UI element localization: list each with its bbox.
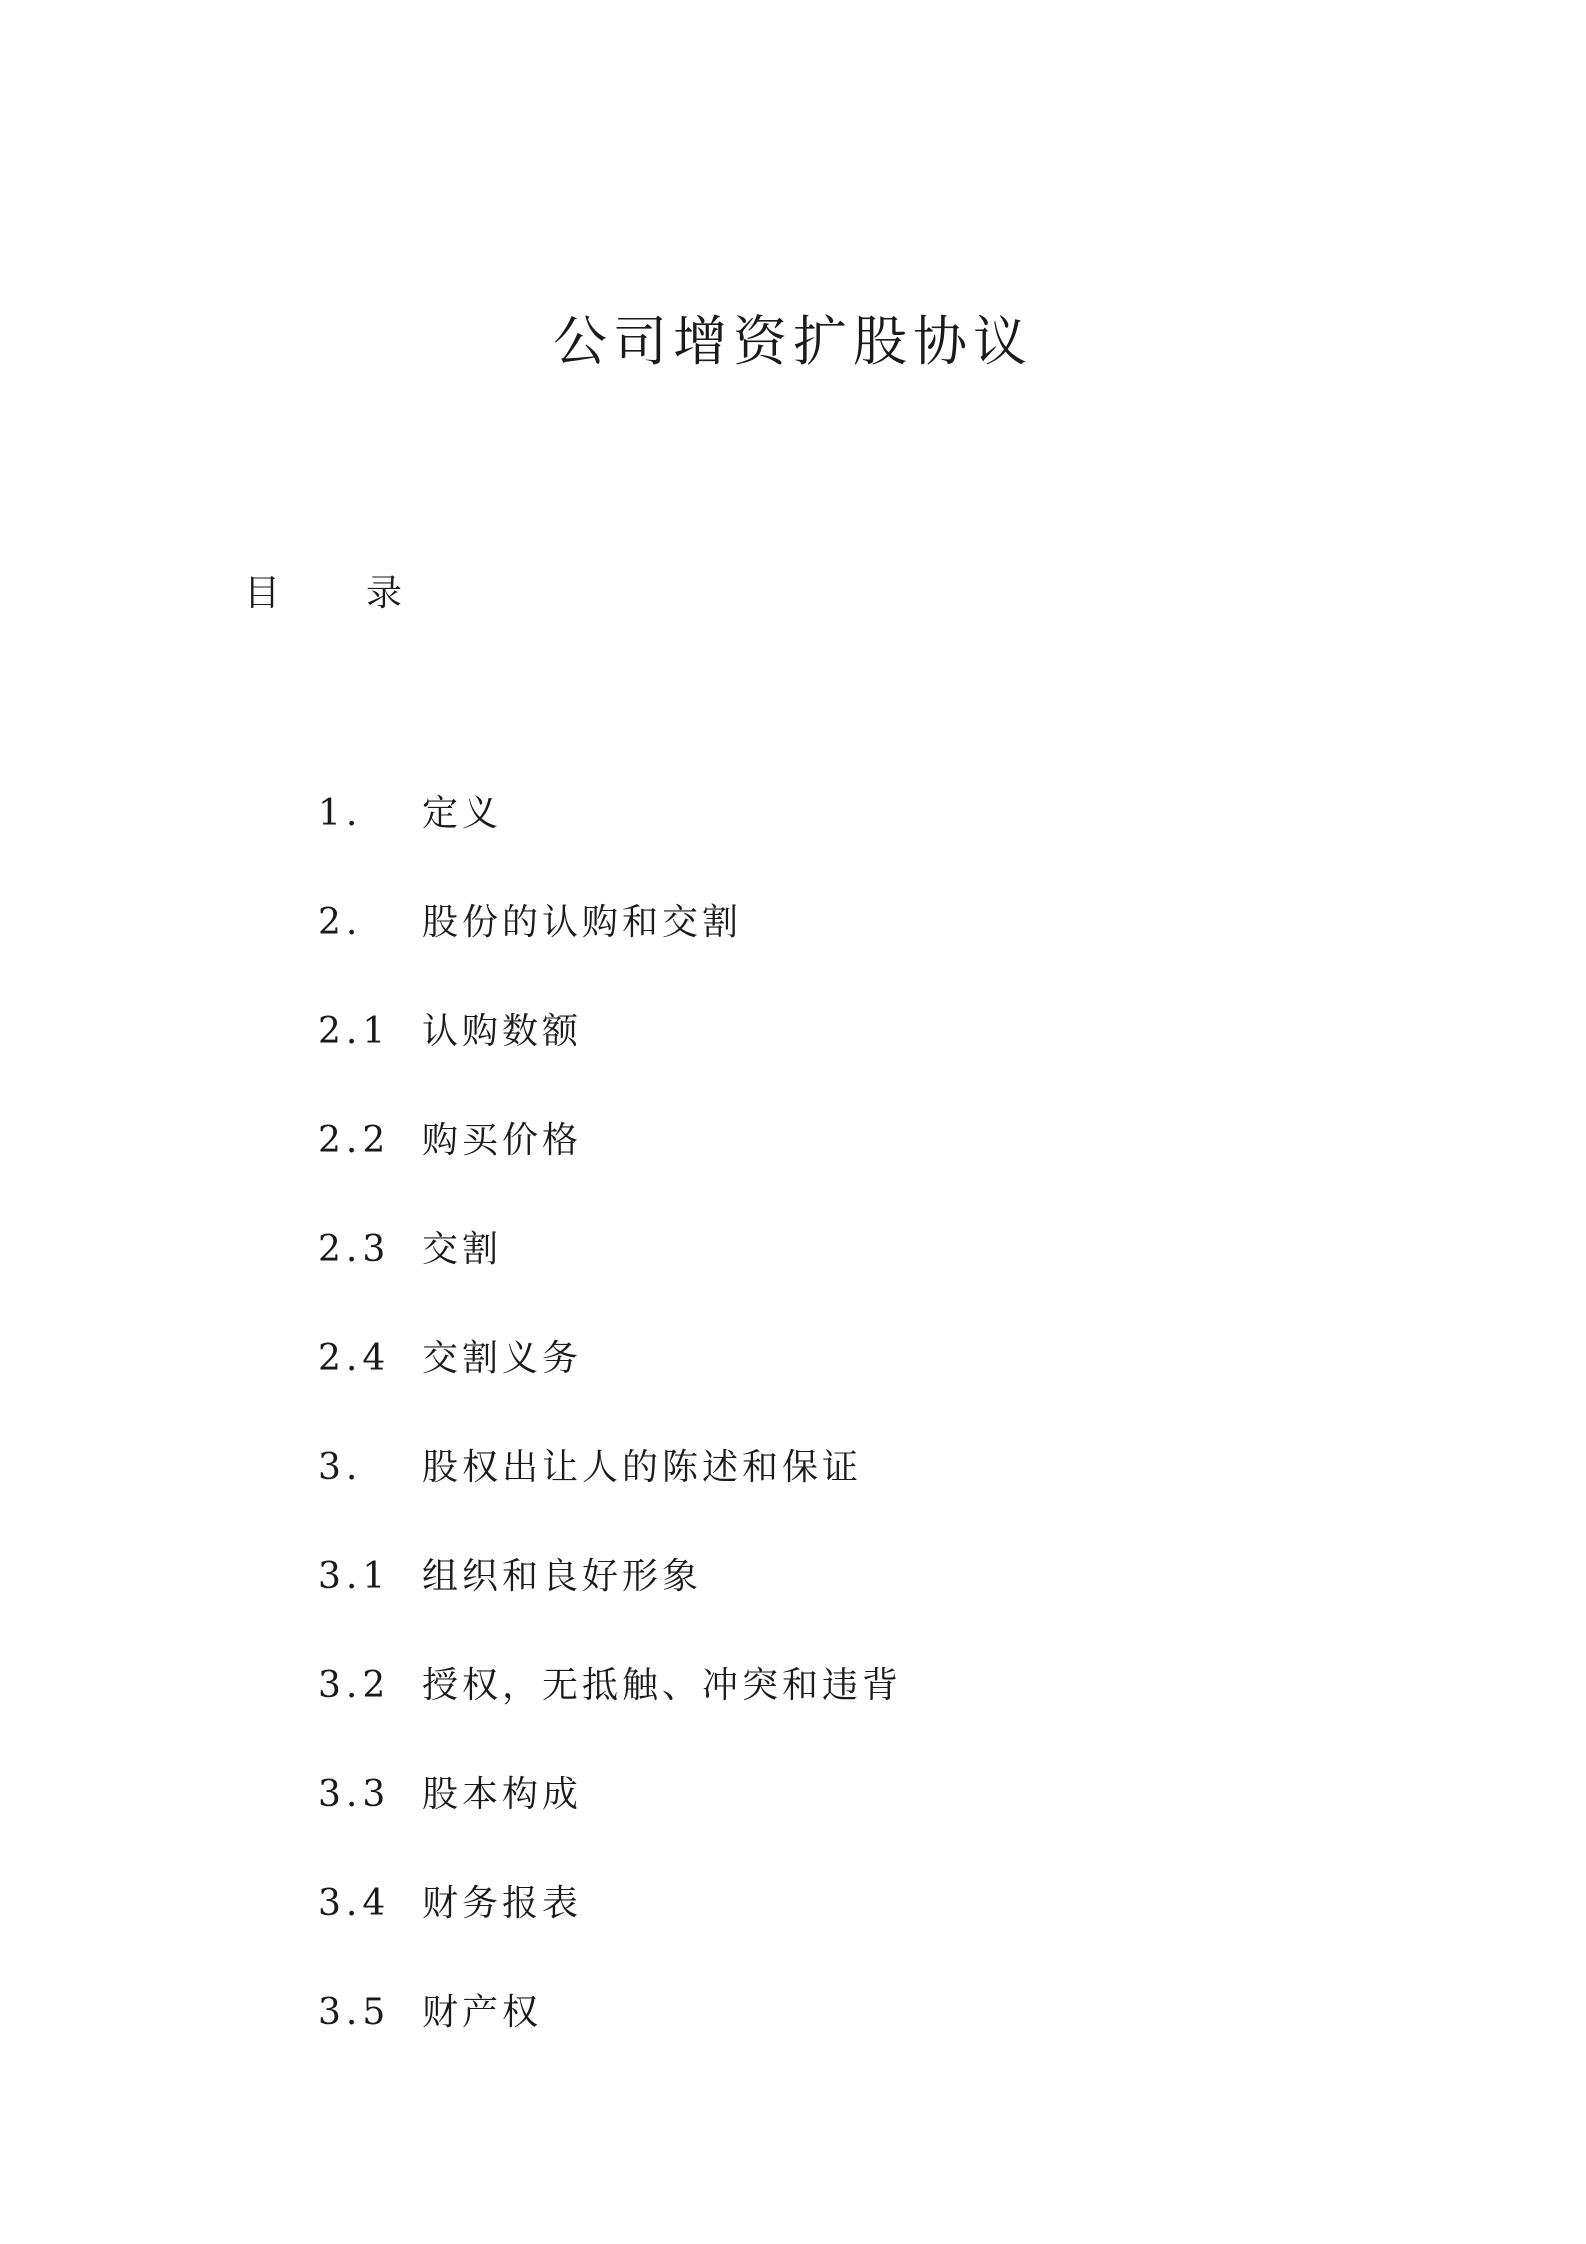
toc-item — [318, 1444, 902, 1553]
toc-item — [318, 1989, 902, 2098]
toc-item-text: 财产权 — [422, 1992, 543, 2033]
toc-item-number: 3.2 — [318, 1665, 391, 1706]
toc-item — [318, 790, 902, 899]
toc-item-text: 股本构成 — [422, 1774, 583, 1815]
toc-item-number: 2. — [318, 902, 363, 943]
toc-item-text: 交割义务 — [422, 1338, 583, 1379]
toc-list — [318, 790, 902, 2098]
toc-item-number: 1. — [318, 793, 363, 834]
toc-item — [318, 1226, 902, 1335]
toc-heading-char-1: 目 — [244, 573, 281, 614]
document-title: 公司增资扩股协议 — [553, 310, 1033, 373]
toc-heading — [244, 572, 402, 615]
toc-item-number: 2.3 — [318, 1229, 391, 1270]
toc-item-text: 授权，无抵触、冲突和违背 — [422, 1665, 903, 1706]
toc-item — [318, 1335, 902, 1444]
toc-item-number: 2.1 — [318, 1011, 391, 1052]
toc-item-text: 组织和良好形象 — [422, 1556, 703, 1597]
toc-item-text: 认购数额 — [422, 1011, 583, 1052]
toc-item — [318, 1553, 902, 1662]
toc-item — [318, 1771, 902, 1880]
toc-item-text: 股份的认购和交割 — [422, 902, 743, 943]
toc-item-text: 股权出让人的陈述和保证 — [422, 1447, 863, 1488]
toc-item-number: 3.5 — [318, 1992, 391, 2033]
toc-item-number: 3.3 — [318, 1774, 391, 1815]
toc-item-text: 购买价格 — [422, 1120, 583, 1161]
toc-item — [318, 1117, 902, 1226]
toc-item-number: 2.2 — [318, 1120, 391, 1161]
toc-item — [318, 1880, 902, 1989]
toc-item-number: 2.4 — [318, 1338, 391, 1379]
toc-item — [318, 899, 902, 1008]
toc-item-number: 3. — [318, 1447, 363, 1488]
toc-item-text: 财务报表 — [422, 1883, 583, 1924]
toc-heading-char-2: 录 — [366, 573, 403, 614]
toc-item — [318, 1662, 902, 1771]
toc-item-text: 定义 — [422, 793, 503, 834]
toc-item-text: 交割 — [422, 1229, 503, 1270]
toc-item-number: 3.1 — [318, 1556, 391, 1597]
toc-item — [318, 1008, 902, 1117]
toc-item-number: 3.4 — [318, 1883, 391, 1924]
